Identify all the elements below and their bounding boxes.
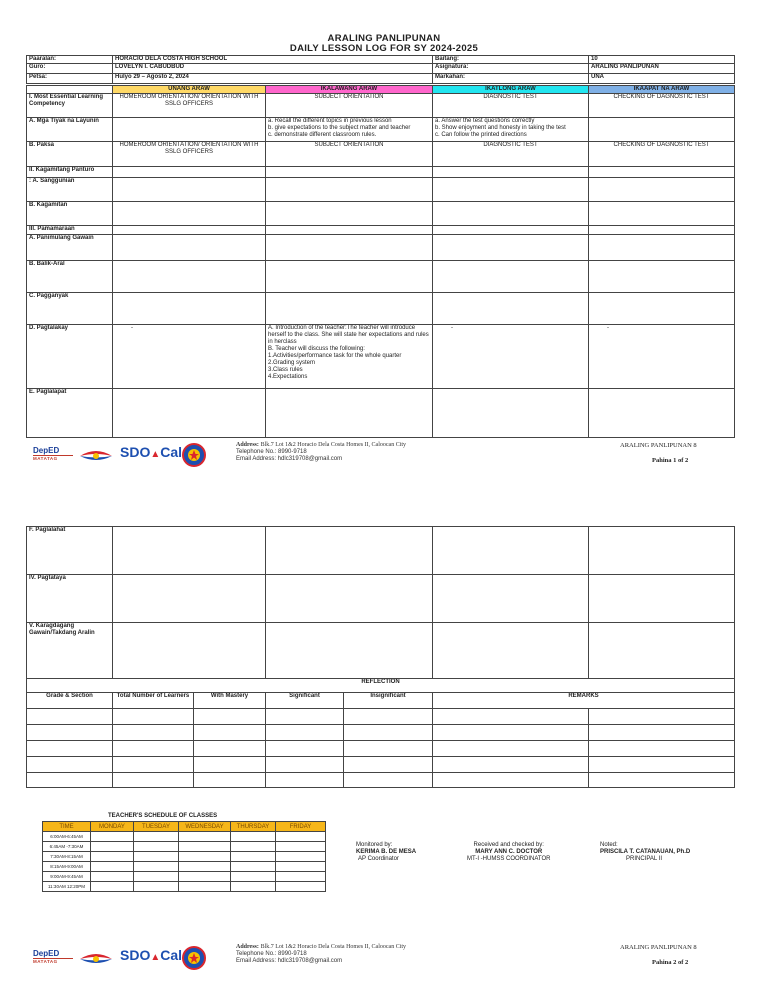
date-value: Hulyo 29 – Agosto 2, 2024 bbox=[113, 74, 433, 84]
melc-day1: HOMEROOM ORIENTATION/ ORIENTATION WITH SSLG OFFICERS bbox=[113, 94, 266, 118]
quarter-value: UNA bbox=[589, 74, 735, 84]
header-info-table bbox=[26, 55, 735, 84]
sdo-caloocan-logo: SDO▲Cal bbox=[120, 444, 176, 466]
row-label-references: : A. Sanggunian bbox=[27, 178, 113, 202]
day-header-2: IKALAWANG ARAW bbox=[266, 86, 433, 94]
row-label-review: B. Balik-Aral bbox=[27, 261, 113, 293]
school-seal-logo bbox=[182, 946, 206, 970]
signatory-noted: Noted: PRISCILA T. CATANAUAN, Ph.D PRINCIPAL II bbox=[600, 842, 691, 862]
discussion-day2: A. Introduction of the teacher:The teacher will introduce herself to the class. She will state her expectations and rules in herclass B. Teacher will discuss the following: 1.Activities/performance task for the whole quarter 2.Grading system 3.Class rules 4.Expectations bbox=[266, 325, 433, 389]
schedule-time: 6:45AM -7:30AM bbox=[43, 842, 91, 852]
row-label-opening: A. Panimulang Gawain bbox=[27, 235, 113, 261]
row-label-assignment: V. Karagdagang Gawain/Takdang Aralin bbox=[27, 623, 113, 679]
reflection-title: REFLECTION bbox=[27, 679, 735, 693]
teacher-label: Guro: bbox=[27, 64, 113, 74]
reflection-col-significant: Significant bbox=[266, 693, 344, 709]
row-label-materials: B. Kagamitan bbox=[27, 202, 113, 226]
schedule-title: TEACHER'S SCHEDULE OF CLASSES bbox=[108, 813, 218, 819]
topic-day2: SUBJECT ORIENTATION bbox=[266, 142, 433, 167]
reflection-col-mastery: With Mastery bbox=[194, 693, 266, 709]
schedule-col-time: TIME bbox=[43, 822, 91, 832]
lesson-log-table-page1 bbox=[26, 85, 735, 438]
reflection-col-remarks: REMARKS bbox=[433, 693, 735, 709]
schedule-time: 7:30AM-8:15AM bbox=[43, 852, 91, 862]
row-label-objectives: A. Mga Tiyak na Layunin bbox=[27, 118, 113, 142]
bagong-pilipinas-logo bbox=[78, 446, 114, 466]
objectives-day4 bbox=[589, 118, 735, 142]
discussion-day4: - bbox=[589, 325, 735, 389]
school-label: Paaralan: bbox=[27, 56, 113, 64]
sdo-caloocan-logo: SDO▲Cal bbox=[120, 947, 183, 963]
row-label-topic: B. Paksa bbox=[27, 142, 113, 167]
subject-value: ARALING PANLIPUNAN bbox=[589, 64, 735, 74]
schedule-time: 6:00AM-6:45AM bbox=[43, 832, 91, 842]
melc-day3: DIAGNOSTIC TEST bbox=[433, 94, 589, 118]
schedule-col-wednesday: WEDNESDAY bbox=[179, 822, 231, 832]
subject-label: Asignatura: bbox=[433, 64, 589, 74]
footer-subject-tag: ARALING PANLIPUNAN 8 bbox=[620, 944, 697, 951]
objectives-day2: a. Recall the different topics in previous lesson b. give expectations to the subject matter and teacher c. demonstrate different classroom rules. bbox=[266, 118, 433, 142]
signatory-monitored: Monitored by: KERIMA B. DE MESA AP Coordinator bbox=[356, 842, 417, 862]
footer-subject-tag: ARALING PANLIPUNAN 8 bbox=[620, 442, 697, 449]
discussion-day1: - bbox=[113, 325, 266, 389]
deped-matatag-logo: DepED MATATAG bbox=[33, 446, 73, 466]
objectives-day3: a. Answer the test questions correctly b. Show enjoyment and honesty in taking the test c. Can follow the printed directions bbox=[433, 118, 589, 142]
row-label-generalization: F. Paglalahat bbox=[27, 527, 113, 575]
bagong-pilipinas-logo bbox=[78, 949, 114, 969]
grade-label: Baitang: bbox=[433, 56, 589, 64]
reflection-table bbox=[26, 678, 735, 788]
reflection-col-total: Total Number of Learners bbox=[113, 693, 194, 709]
quarter-label: Markahan: bbox=[433, 74, 589, 84]
schedule-time: 8:15AM-9:00AM bbox=[43, 862, 91, 872]
row-label-evaluation: IV. Pagtataya bbox=[27, 575, 113, 623]
document-title: ARALING PANLIPUNAN bbox=[327, 33, 441, 44]
deped-matatag-logo: DepED MATATAG bbox=[33, 949, 73, 969]
footer-address-block: Address: Blk.7 Lot 1&2 Horacio Dela Costa Homes II, Caloocan City Telephone No.: 8990-9718 Email Address: hdlc319708@gmail.com bbox=[236, 944, 407, 964]
footer-address-block: Address: Blk.7 Lot 1&2 Horacio Dela Costa Homes II, Caloocan City Telephone No.: 8990-9718 Email Address: hdlc319708@gmail.com bbox=[236, 442, 407, 462]
reflection-col-insignificant: Insignificant bbox=[344, 693, 433, 709]
schedule-table bbox=[42, 821, 326, 892]
grade-value: 10 bbox=[589, 56, 735, 64]
melc-day4: CHECKING OF DAGNOSTIC TEST bbox=[589, 94, 735, 118]
page-number-1: Pahina 1 of 2 bbox=[652, 457, 689, 464]
row-label-melc: I. Most Essential Learning Competency bbox=[27, 94, 113, 118]
day-header-3: IKATLONG ARAW bbox=[433, 86, 589, 94]
day-header-4: IKAAPAT NA ARAW bbox=[589, 86, 735, 94]
schedule-col-thursday: THURSDAY bbox=[231, 822, 276, 832]
schedule-time: 9:00AM-9:45AM bbox=[43, 872, 91, 882]
row-label-application: E. Paglalapat bbox=[27, 389, 113, 438]
signatory-received: Received and checked by: MARY ANN C. DOCTOR MT-I -HUMSS COORDINATOR bbox=[467, 842, 551, 862]
topic-day1: HOMEROOM ORIENTATION/ ORIENTATION WITH SSLG OFFICERS bbox=[113, 142, 266, 167]
topic-day4: CHECKING OF DAGNOSTIC TEST bbox=[589, 142, 735, 167]
discussion-day3: - bbox=[433, 325, 589, 389]
row-label-resources: II. Kagamitang Panturo bbox=[27, 167, 113, 178]
schedule-col-friday: FRIDAY bbox=[276, 822, 326, 832]
row-label-discussion: D. Pagtalakay bbox=[27, 325, 113, 389]
document-subtitle: DAILY LESSON LOG FOR SY 2024-2025 bbox=[289, 43, 479, 54]
reflection-col-grade: Grade & Section bbox=[27, 693, 113, 709]
schedule-col-monday: MONDAY bbox=[91, 822, 134, 832]
schedule-time: 11:30AM 12:20PM bbox=[43, 882, 91, 892]
teacher-value: LOVELYN I. CABUDBUD bbox=[113, 64, 433, 74]
topic-day3: DIAGNOSTIC TEST bbox=[433, 142, 589, 167]
schedule-col-tuesday: TUESDAY bbox=[134, 822, 179, 832]
day-header-1: UNANG ARAW bbox=[113, 86, 266, 94]
date-label: Petsa: bbox=[27, 74, 113, 84]
school-seal-logo bbox=[182, 443, 206, 467]
lesson-log-table-page2 bbox=[26, 526, 735, 679]
melc-day2: SUBJECT ORIENTATION bbox=[266, 94, 433, 118]
page-number-2: Pahina 2 of 2 bbox=[652, 959, 689, 966]
row-label-analysis: C. Pagganyak bbox=[27, 293, 113, 325]
objectives-day1 bbox=[113, 118, 266, 142]
school-value: HORACIO DELA COSTA HIGH SCHOOL bbox=[113, 56, 433, 64]
row-label-procedure: III. Pamamaraan bbox=[27, 226, 113, 235]
